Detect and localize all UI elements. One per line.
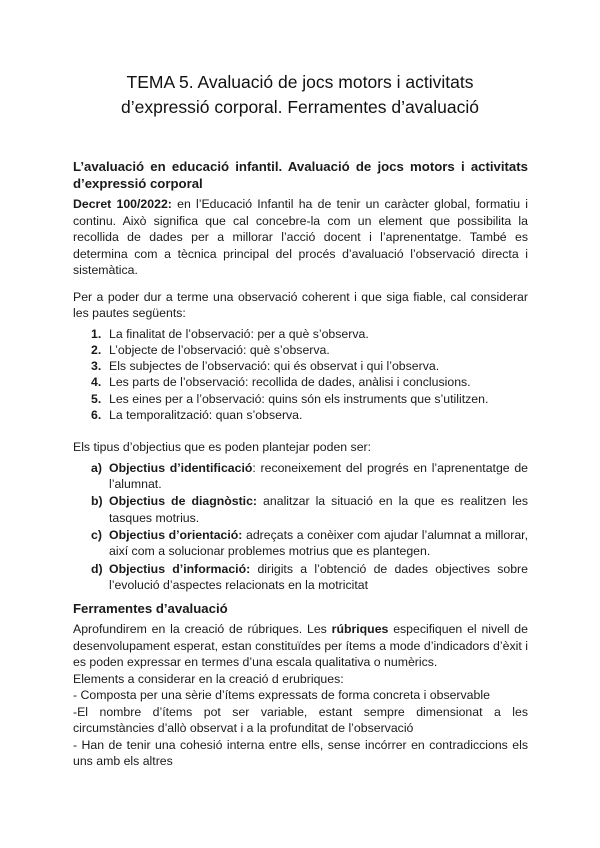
objectives-list: [73, 460, 528, 593]
list-marker: a): [91, 460, 102, 475]
objective-text: analitzar la situació en la que es realitzen les tasques motrius.: [109, 494, 528, 525]
objective-label: Objectius de diagnòstic:: [109, 494, 258, 509]
list-marker: 1.: [91, 326, 102, 341]
decree-paragraph: [73, 196, 528, 279]
list-item: [73, 326, 528, 342]
title-line-1: TEMA 5. Avaluació de jocs motors i activitats: [126, 72, 474, 92]
list-marker: 2.: [91, 342, 102, 357]
list-item: [73, 391, 528, 407]
list-marker: 6.: [91, 407, 102, 422]
guidelines-intro: Per a poder dur a terme una observació coherent i que siga fiable, cal considerar les pautes següents:: [73, 289, 528, 320]
list-marker: d): [91, 561, 103, 576]
objective-label: Objectius d’orientació:: [109, 527, 243, 542]
rubrics-text-b: especifiquen el nivell de desenvolupament esperat, estan constituïdes per ítems a mode d’indicadors d’èxit i es poden expressar en termes d’una escala qualitativa o numèrics.: [73, 622, 528, 669]
list-item-text: L’objecte de l’observació: què s’observa.: [109, 342, 330, 357]
objectives-intro: Els tipus d’objectius que es poden plantejar poden ser:: [73, 440, 372, 455]
list-marker: 4.: [91, 375, 102, 390]
rubrics-paragraph: [73, 621, 528, 671]
element-line: -El nombre d’ítems pot ser variable, estant sempre dimensionat a les circumstàncies d’allò observat i a la profunditat de l’observació: [73, 704, 528, 735]
objective-text: adreçats a conèixer com ajudar l’alumnat a millorar, així com a solucionar problemes motrius que es plantegen.: [109, 527, 528, 559]
list-item: [73, 527, 528, 560]
section-evaluation: [73, 158, 528, 594]
guidelines-list: [73, 326, 528, 424]
list-item: [73, 374, 528, 390]
list-marker: c): [91, 527, 102, 542]
section-tools: [73, 600, 528, 770]
list-marker: 5.: [91, 391, 102, 406]
objective-label: Objectius d’identificació: [109, 460, 253, 475]
list-item-text: Les parts de l’observació: recollida de dades, anàlisi i conclusions.: [109, 375, 471, 390]
element-line: - Composta per una sèrie d’ítems expressats de forma concreta i observable: [73, 688, 490, 702]
list-item-text: Els subjectes de l’observació: qui és observat i qui l’observa.: [109, 359, 440, 374]
list-item: [73, 342, 528, 358]
list-item-text: La finalitat de l’observació: per a què s’observa.: [109, 326, 369, 341]
list-item: [73, 358, 528, 374]
list-item: [73, 460, 528, 493]
title-line-2: d’expressió corporal. Ferramentes d’avaluació: [121, 97, 479, 117]
rubrics-text-a: Aprofundirem en la creació de rúbriques. Les: [73, 622, 332, 636]
decree-text: en l’Educació Infantil ha de tenir un caràcter global, formatiu i continu. Això significa que cal concebre-la com un element que possibilita la recollida de dades per a millorar l’acció docent i l’aprenentatge. També es determina com a tècnica principal del procés d’avaluació l’observació directa i sistemàtica.: [73, 197, 528, 277]
objective-text: dirigits a l’obtenció de dades objectives sobre l’evolució d’aspectes relacionats en la motricitat: [109, 561, 528, 592]
list-item-text: Les eines per a l’observació: quins són els instruments que s’utilitzen.: [109, 391, 489, 406]
objective-text: : reconeixement del progrés en l’aprenentatge de l’alumnat.: [109, 460, 529, 492]
list-marker: 3.: [91, 359, 102, 374]
list-item: [73, 493, 528, 526]
rubrics-bold: rúbriques: [331, 622, 389, 636]
list-item: [73, 561, 528, 594]
section-heading: Ferramentes d’avaluació: [73, 601, 228, 616]
page-title: [60, 70, 540, 120]
list-item: [73, 407, 528, 423]
elements-intro: Elements a considerar en la creació d erubriques:: [73, 671, 344, 686]
element-line: - Han de tenir una cohesió interna entre ells, sense incórrer en contradiccions els uns amb els altres: [73, 737, 528, 768]
list-item-text: La temporalització: quan s’observa.: [109, 407, 303, 422]
section-heading: L’avaluació en educació infantil. Avaluació de jocs motors i activitats d’expressió corporal: [73, 159, 528, 191]
decree-label: Decret 100/2022:: [73, 197, 172, 211]
objective-label: Objectius d’informació:: [109, 561, 251, 576]
list-marker: b): [91, 494, 103, 509]
